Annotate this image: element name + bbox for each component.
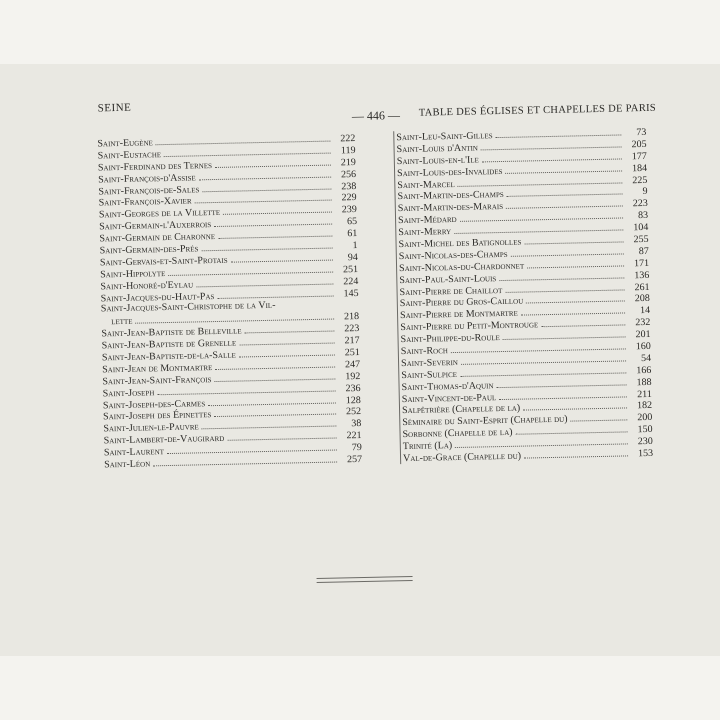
- index-column-right: [393, 126, 653, 464]
- dot-leader: [214, 216, 332, 227]
- entry-page-number: 1: [352, 240, 358, 252]
- entry-page-number: 9: [642, 186, 648, 198]
- dot-leader: [223, 204, 332, 215]
- entry-name: Saint-Nicolas-du-Chardonnet: [398, 260, 525, 274]
- dot-leader: [499, 269, 624, 281]
- dot-leader: [515, 424, 627, 435]
- entry-name: Saint-Gervais-et-Saint-Protais: [99, 254, 228, 269]
- dot-leader: [227, 430, 337, 441]
- entry-page-number: 171: [633, 257, 650, 270]
- dot-leader: [524, 447, 628, 458]
- index-column-left: [97, 132, 362, 470]
- entry-page-number: 150: [637, 424, 653, 436]
- entry-page-number: 256: [340, 168, 357, 181]
- entry-name: Saint-Roch: [400, 345, 449, 358]
- dot-leader: [156, 133, 331, 146]
- end-rule-top: [317, 576, 413, 579]
- entry-page-number: 251: [342, 263, 359, 276]
- dot-leader: [194, 192, 331, 204]
- dot-leader: [214, 370, 335, 382]
- entry-name: Saint-Joseph: [102, 387, 155, 400]
- entry-name: Val-de-Grace (Chapelle du): [402, 450, 522, 465]
- entry-page-number: 61: [347, 228, 358, 240]
- entry-name: Saint-Severin: [400, 356, 459, 370]
- entry-name: Sorbonne (Chapelle de la): [402, 427, 513, 441]
- entry-name: Saint-Jacques-du-Haut-Pas: [100, 290, 215, 304]
- entry-page-number: 223: [344, 323, 360, 335]
- entry-page-number: 73: [636, 126, 647, 139]
- entry-page-number: 238: [341, 180, 357, 192]
- page-number: — 446 —: [351, 108, 401, 124]
- entry-page-number: 200: [637, 412, 653, 424]
- entry-name: Saint-Jean-Baptiste de Grenelle: [101, 337, 237, 352]
- entry-page-number: 247: [344, 358, 361, 371]
- entry-page-number: 224: [343, 275, 359, 288]
- dot-leader: [215, 358, 335, 370]
- entry-name: Saint-Georges de la Villette: [98, 207, 221, 221]
- entry-name: Saint-Pierre du Petit-Montrouge: [400, 319, 539, 334]
- entry-page-number: 230: [637, 436, 653, 448]
- dot-leader: [524, 233, 623, 244]
- entry-page-number: 38: [351, 418, 362, 430]
- entry-name: Saint-François-d'Assise: [98, 172, 196, 186]
- entry-name: Saint-Jean-Baptiste-de-la-Salle: [101, 349, 236, 364]
- entry-name: Saint-Louis-en-l'Ile: [396, 154, 479, 167]
- dot-leader: [481, 138, 622, 150]
- dot-leader: [201, 240, 332, 252]
- entry-name: Saint-Léon: [104, 458, 151, 471]
- running-head-left: SEINE: [97, 101, 132, 115]
- entry-page-number: 217: [344, 335, 360, 347]
- dot-leader: [196, 275, 333, 287]
- dot-leader: [208, 394, 336, 406]
- dot-leader: [523, 400, 627, 411]
- entry-page-number: 255: [633, 233, 649, 246]
- entry-page-number: 54: [640, 352, 652, 365]
- entry-page-number: 188: [636, 376, 652, 388]
- entry-name: Saint-Merry: [398, 226, 452, 239]
- entry-page-number: 94: [347, 251, 358, 264]
- entry-name: Saint-Eustache: [97, 149, 162, 162]
- entry-page-number: 218: [343, 311, 360, 323]
- entry-page-number: 252: [345, 406, 362, 418]
- dot-leader: [507, 186, 623, 197]
- entry-page-number: 160: [635, 340, 651, 353]
- entry-name: Saint-Louis-des-Invalides: [396, 165, 503, 179]
- entry-name: Saint-Marcel: [397, 178, 455, 191]
- entry-page-number: 225: [632, 174, 648, 186]
- dot-leader: [505, 162, 622, 173]
- entry-page-number: 251: [344, 347, 360, 359]
- entry-page-number: 219: [340, 156, 356, 169]
- dot-leader: [482, 150, 622, 162]
- entry-name: Saint-Jean-Saint-François: [102, 373, 212, 388]
- dot-leader: [202, 418, 337, 430]
- entry-name: Saint-Leu-Saint-Gilles: [396, 130, 493, 144]
- entry-page-number: 166: [636, 364, 652, 377]
- dot-leader: [244, 323, 334, 334]
- dot-leader: [526, 293, 625, 304]
- entry-name: Saint-Hippolyte: [100, 267, 166, 281]
- dot-leader: [570, 412, 627, 422]
- entry-page-number: 223: [632, 198, 648, 210]
- entry-name: Saint-Vincent-de-Paul: [401, 391, 497, 405]
- entry-name: Saint-Martin-des-Marais: [397, 201, 504, 215]
- entry-page-number: 136: [634, 269, 650, 281]
- entry-page-number: 205: [631, 138, 647, 151]
- entry-page-number: 65: [346, 216, 358, 228]
- entry-name: Saint-Jean de Montmartre: [102, 362, 213, 376]
- running-head-right: TABLE DES ÉGLISES ET CHAPELLES DE PARIS: [418, 102, 657, 119]
- entry-page-number: 239: [341, 204, 357, 216]
- dot-leader: [218, 228, 332, 239]
- entry-page-number: 236: [345, 382, 361, 395]
- dot-leader: [506, 198, 623, 209]
- entry-page-number: 261: [634, 281, 650, 293]
- entry-name: Saint-François-Xavier: [98, 195, 192, 209]
- entry-page-number: 229: [341, 192, 357, 204]
- entry-page-number: 79: [351, 442, 362, 454]
- entry-name: Saint-Louis d'Antin: [396, 142, 479, 156]
- dot-leader: [215, 156, 331, 167]
- entry-name: Saint-Germain-l'Auxerrois: [99, 219, 212, 233]
- entry-page-number: 192: [345, 370, 361, 383]
- entry-name: Saint-Martin-des-Champs: [397, 189, 504, 203]
- entry-name: Saint-Germain-des-Prés: [99, 243, 199, 257]
- entry-page-number: 83: [637, 210, 649, 222]
- entry-page-number: 177: [631, 150, 647, 163]
- entry-name: lette: [111, 316, 133, 328]
- dot-leader: [503, 329, 626, 341]
- entry-name: Saint-Jacques-Saint-Christophe de la Vil-: [100, 300, 276, 315]
- entry-page-number: 153: [637, 447, 654, 460]
- entry-page-number: 119: [340, 144, 356, 157]
- dot-leader: [202, 180, 331, 192]
- dot-leader: [521, 305, 625, 316]
- entry-page-number: 182: [636, 400, 653, 412]
- dot-leader: [510, 245, 623, 256]
- entry-page-number: 201: [635, 329, 651, 341]
- dot-leader: [214, 406, 336, 418]
- entry-name: Saint-Michel des Batignolles: [398, 236, 522, 251]
- entry-page-number: 104: [633, 222, 649, 234]
- entry-name: Séminaire du Saint-Esprit (Chapelle du): [402, 414, 568, 429]
- dot-leader: [199, 168, 332, 180]
- dot-leader: [239, 347, 335, 358]
- page-content: [0, 64, 720, 656]
- dot-leader: [499, 388, 627, 400]
- entry-name: Saint-Julien-le-Pauvre: [103, 421, 199, 435]
- entry-page-number: 128: [345, 394, 361, 406]
- entry-page-number: 222: [340, 133, 356, 145]
- entry-page-number: 14: [639, 305, 651, 317]
- entry-name: Saint-Lambert-de-Vaugirard: [103, 433, 225, 447]
- entry-page-number: 232: [635, 317, 651, 329]
- dot-leader: [541, 317, 625, 328]
- entry-name: Saint-Ferdinand des Ternes: [97, 159, 213, 174]
- dot-leader: [496, 376, 626, 388]
- dot-leader: [505, 281, 624, 292]
- entry-name: Trinité (La): [402, 440, 453, 453]
- entry-name: Saint-Jean-Baptiste de Belleville: [101, 325, 242, 340]
- entry-name: Saint-Joseph-des-Carmes: [102, 397, 206, 411]
- entry-name: Salpêtrière (Chapelle de la): [401, 403, 521, 417]
- entry-name: Saint-Eugène: [97, 137, 153, 150]
- entry-name: Saint-Philippe-du-Roule: [400, 332, 501, 346]
- entry-page-number: 87: [638, 245, 649, 258]
- entry-page-number: 257: [346, 454, 363, 466]
- entry-name: Saint-Germain de Charonne: [99, 231, 216, 245]
- entry-name: Saint-Pierre de Montmartre: [399, 308, 518, 322]
- entry-name: Saint-François-de-Sales: [98, 183, 200, 198]
- dot-leader: [239, 335, 335, 346]
- end-rule-bottom: [317, 580, 413, 583]
- entry-name: Saint-Sulpice: [401, 368, 458, 381]
- dot-leader: [495, 126, 621, 138]
- entry-page-number: 184: [631, 162, 648, 174]
- entry-name: Saint-Laurent: [103, 446, 165, 459]
- entry-page-number: 221: [346, 430, 362, 442]
- entry-page-number: 211: [637, 388, 652, 400]
- dot-leader: [217, 287, 333, 298]
- entry-name: Saint-Joseph des Épinettes: [103, 409, 212, 423]
- entry-name: Saint-Pierre de Chaillot: [399, 284, 503, 298]
- entry-name: Saint-Nicolas-des-Champs: [398, 248, 508, 263]
- entry-name: Saint-Honoré-d'Eylau: [100, 279, 194, 293]
- entry-page-number: 208: [634, 293, 650, 305]
- dot-leader: [527, 257, 624, 268]
- entry-name: Saint-Thomas-d'Aquin: [401, 379, 494, 393]
- entry-name: Saint-Médard: [397, 214, 457, 227]
- book-page: [0, 64, 720, 656]
- dot-leader: [230, 251, 332, 262]
- entry-name: Saint-Pierre du Gros-Caillou: [399, 296, 524, 310]
- entry-page-number: 145: [343, 287, 359, 299]
- entry-name: Saint-Paul-Saint-Louis: [399, 272, 497, 286]
